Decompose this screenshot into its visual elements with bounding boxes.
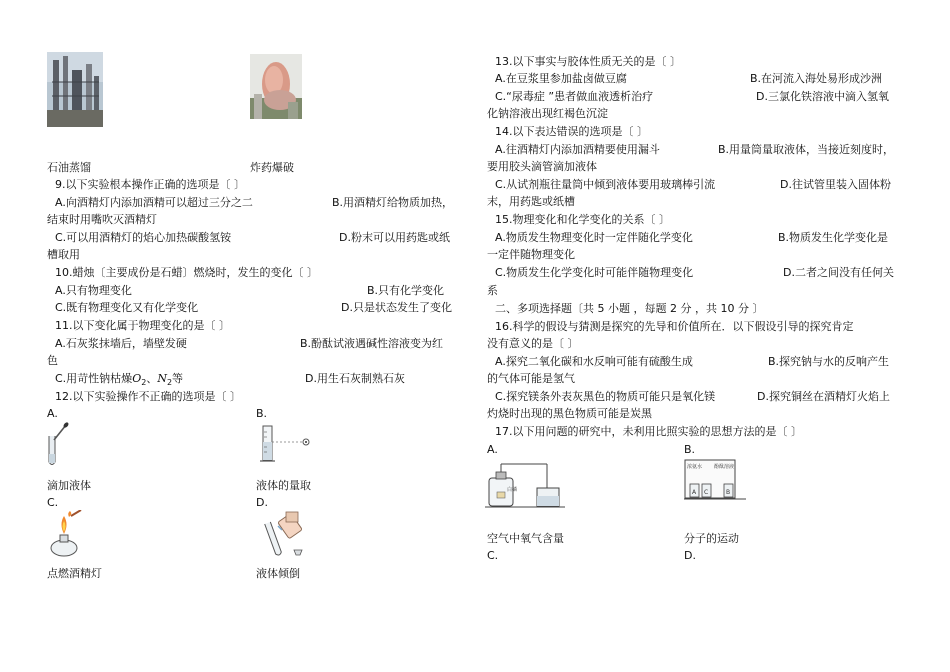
q11-option-c-suffix: 等 <box>172 372 184 385</box>
q15-option-d-cont: 系 <box>487 284 498 297</box>
q12-stem: 12.以下实验操作不正确的选项是〔 〕 <box>55 390 241 403</box>
beaker-c-label: C <box>704 489 709 496</box>
q13-option-a: A.在豆浆里参加盐卤做豆腐 <box>495 72 627 85</box>
q9-option-d: D.粉末可以用药匙或纸 <box>339 231 450 244</box>
q10-option-b: B.只有化学变化 <box>367 284 445 297</box>
photo-caption-distillation: 石油蒸馏 <box>47 161 91 174</box>
q12-label-a: A. <box>47 407 58 420</box>
q12-caption-b: 液体的量取 <box>256 479 311 492</box>
q15-option-b: B.物质发生化学变化是 <box>778 231 889 244</box>
q11-option-b: B.酚酞试液遇碱性溶液变为红 <box>300 337 444 350</box>
q11-formula-o-sub: 2 <box>141 378 147 388</box>
q15-stem: 15.物理变化和化学变化的关系〔 〕 <box>495 213 670 226</box>
ammonia-label: 浓氨水 <box>687 464 703 470</box>
q15-option-c: C.物质发生化学变化时可能伴随物理变化 <box>495 266 694 279</box>
q9-option-c: C.可以用酒精灯的焰心加热碳酸氢铵 <box>55 231 232 244</box>
cylinder-reading-illustration <box>258 424 324 464</box>
q15-option-b-cont: 一定伴随物理变化 <box>487 248 575 261</box>
q13-stem: 13.以下事实与胶体性质无关的是〔 〕 <box>495 55 681 68</box>
q14-option-d-cont: 末，用药匙或纸槽 <box>487 195 575 208</box>
q14-option-b: B.用量筒量取液体，当接近刻度时， <box>718 143 895 156</box>
beaker-b-label: B <box>726 489 731 496</box>
q11-option-c <box>55 372 183 390</box>
distillation-tower-photo <box>47 52 103 127</box>
q12-caption-d: 液体倾倒 <box>256 567 300 580</box>
q14-option-d: D.往试管里装入固体粉 <box>780 178 891 191</box>
q9-option-a: A.向酒精灯内添加酒精可以超过三分之二 <box>55 196 253 209</box>
q15-option-a: A.物质发生物理变化时一定伴随化学变化 <box>495 231 693 244</box>
q16-option-b-cont: 的气体可能是氢气 <box>487 372 575 385</box>
q16-option-d: D.探究铜丝在酒精灯火焰上 <box>757 390 890 403</box>
q16-option-b: B.探究钠与水的反响产生 <box>768 355 890 368</box>
q16-stem-cont: 没有意义的是〔 〕 <box>487 337 579 350</box>
beaker-a-label: A <box>692 489 697 496</box>
white-phosphorus-label: 白磷 <box>507 487 518 493</box>
section-two-heading: 二、多项选择题〔共 5 小题 ，每题 2 分 ，共 10 分 〕 <box>495 302 764 315</box>
q13-option-b: B.在河流入海处易形成沙洲 <box>750 72 883 85</box>
q17-stem: 17.以下用问题的研究中，未利用比照实验的思想方法的是〔 〕 <box>495 425 802 438</box>
q17-label-a: A. <box>487 443 498 456</box>
q10-option-c: C.既有物理变化又有化学变化 <box>55 301 199 314</box>
q15-option-d: D.二者之间没有任何关 <box>783 266 894 279</box>
photo-caption-blasting: 炸药爆破 <box>250 161 294 174</box>
q16-option-d-cont: 灼烧时出现的黑色物质可能是炭黑 <box>487 407 652 420</box>
phenolphthalein-label: 酚酞溶液 <box>714 464 735 470</box>
q13-option-c: C.“尿毒症 ”患者做血液透析治疗 <box>495 90 654 103</box>
q11-stem: 11.以下变化属于物理变化的是〔 〕 <box>55 319 230 332</box>
q9-option-b: B.用酒精灯给物质加热， <box>332 196 454 209</box>
q14-stem: 14.以下表达错误的选项是〔 〕 <box>495 125 648 138</box>
q11-formula-n-sub: 2 <box>166 378 173 388</box>
q11-formula-n: N <box>157 372 167 385</box>
q11-option-c-prefix: C.用苛性钠枯燥 <box>55 372 133 385</box>
q11-option-a: A.石灰浆抹墙后，墙壁发硬 <box>55 337 187 350</box>
q17-label-b: B. <box>684 443 696 456</box>
q16-stem: 16.科学的假设与猜测是探究的先导和价值所在．以下假设引导的探究肯定 <box>495 320 854 333</box>
demolition-explosion-photo <box>250 54 302 119</box>
q13-option-d: D.三氯化铁溶液中滴入氢氧 <box>756 90 889 103</box>
q11-formula-sep: 、 <box>146 372 158 385</box>
oxygen-content-apparatus-illustration <box>485 458 565 510</box>
dropper-test-tube-illustration <box>44 422 74 468</box>
molecular-motion-apparatus-illustration <box>684 458 746 500</box>
q12-caption-c: 点燃酒精灯 <box>47 567 102 580</box>
q17-label-d: D. <box>684 549 696 562</box>
q16-option-a: A.探究二氧化碳和水反响可能有硫酸生成 <box>495 355 693 368</box>
q9-option-b-cont: 结束时用嘴吹灭酒精灯 <box>47 213 157 226</box>
q17-caption-a: 空气中氧气含量 <box>487 532 564 545</box>
q16-option-c: C.探究镁条外表灰黑色的物质可能只是氧化镁 <box>495 390 716 403</box>
pouring-liquid-illustration <box>256 510 312 560</box>
q13-option-d-cont: 化钠溶液出现红褐色沉淀 <box>487 107 608 120</box>
q12-label-b: B. <box>256 407 268 420</box>
q12-caption-a: 滴加液体 <box>47 479 91 492</box>
q14-option-a: A.往酒精灯内添加酒精要使用漏斗 <box>495 143 660 156</box>
q10-stem: 10.蜡烛〔主要成份是石蜡〕燃烧时，发生的变化〔 〕 <box>55 266 318 279</box>
q12-label-c: C. <box>47 496 59 509</box>
q12-label-d: D. <box>256 496 268 509</box>
q17-label-c: C. <box>487 549 499 562</box>
alcohol-lamp-illustration <box>45 510 85 558</box>
q9-stem: 9.以下实验根本操作正确的选项是〔 〕 <box>55 178 245 191</box>
q10-option-a: A.只有物理变化 <box>55 284 132 297</box>
q11-option-d: D.用生石灰制熟石灰 <box>305 372 405 385</box>
q11-option-b-cont: 色 <box>47 354 58 367</box>
q14-option-c: C.从试剂瓶往量筒中倾到液体要用玻璃棒引流 <box>495 178 716 191</box>
q9-option-d-cont: 槽取用 <box>47 248 80 261</box>
q14-option-b-cont: 要用胶头滴管滴加液体 <box>487 160 597 173</box>
q10-option-d: D.只是状态发生了变化 <box>341 301 452 314</box>
q11-formula-o: O <box>132 372 142 385</box>
q17-caption-b: 分子的运动 <box>684 532 739 545</box>
